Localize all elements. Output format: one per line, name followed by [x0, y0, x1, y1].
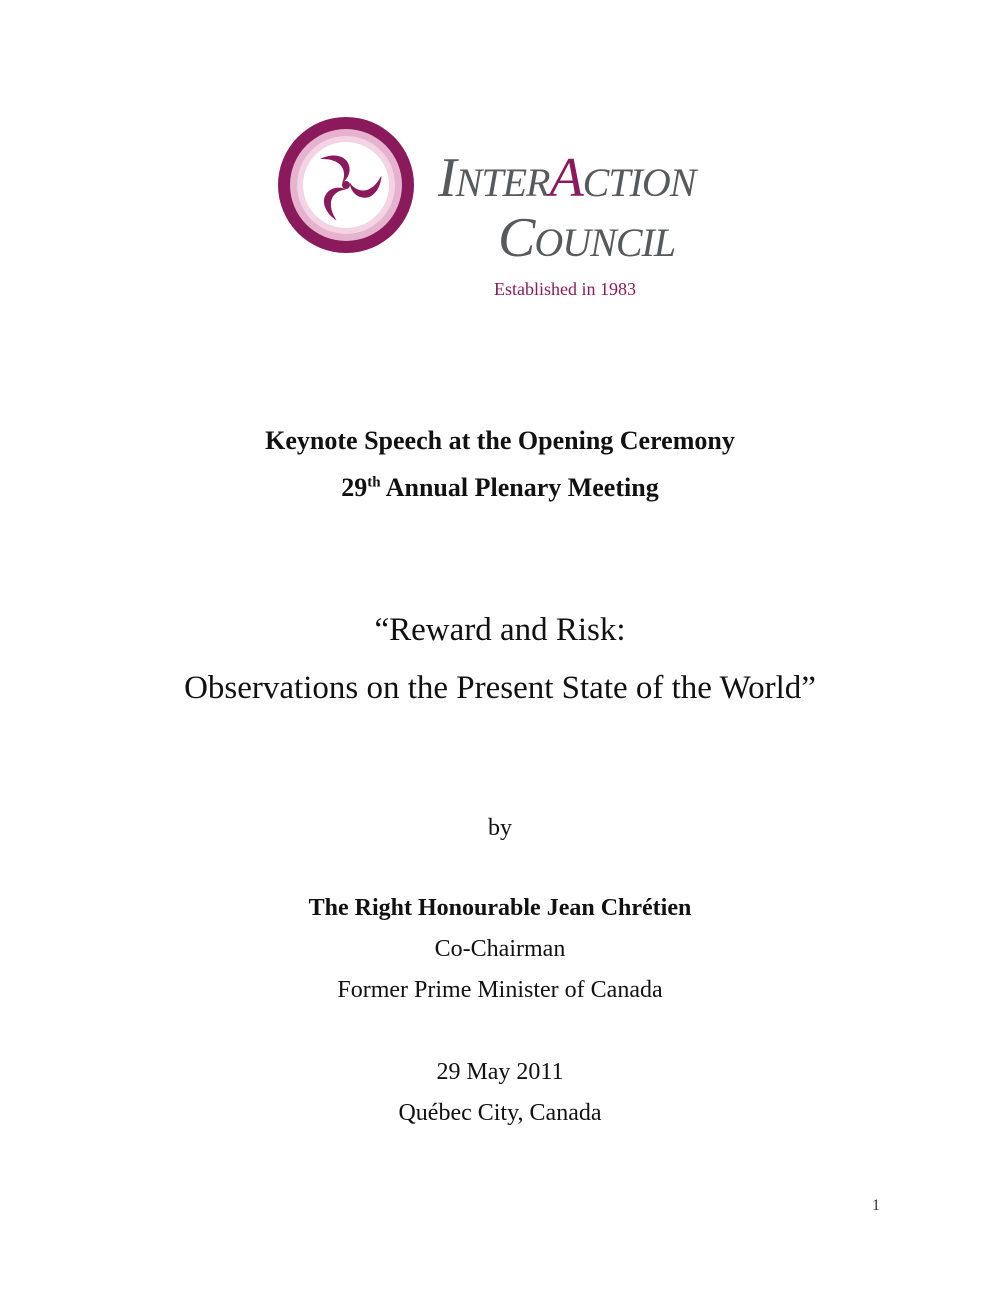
author-role-1: Co-Chairman: [434, 936, 566, 962]
wordmark-c: C: [498, 207, 535, 269]
page-number: 1: [872, 1197, 880, 1214]
heading-line-2: [0, 473, 1000, 503]
by-label: by: [488, 815, 512, 841]
event-date: 29 May 2011: [436, 1059, 564, 1085]
event-location: Québec City, Canada: [398, 1100, 602, 1126]
meeting-name: Annual Plenary Meeting: [380, 473, 659, 502]
speech-title-line-2: Observations on the Present State of the World”: [184, 670, 816, 706]
ordinal-suffix: th: [367, 474, 381, 491]
author-role-2: Former Prime Minister of Canada: [337, 977, 663, 1003]
wordmark-inter: NTER: [455, 160, 550, 205]
wordmark-council: OUNCIL: [534, 220, 676, 265]
heading-line-1: Keynote Speech at the Opening Ceremony: [265, 426, 735, 455]
org-wordmark: [438, 147, 696, 269]
established-tagline: Established in 1983: [494, 279, 636, 299]
wordmark-accent-letter: A: [549, 147, 583, 209]
speech-title-line-1: “Reward and Risk:: [374, 612, 626, 648]
wordmark-line-1: [438, 147, 696, 209]
logo-emblem-icon: [278, 117, 414, 253]
author-name: The Right Honourable Jean Chrétien: [308, 895, 692, 921]
wordmark-initial: I: [438, 147, 456, 209]
wordmark-line-2: [498, 207, 695, 269]
wordmark-action: CTION: [582, 160, 696, 205]
meeting-number: 29: [341, 473, 368, 502]
